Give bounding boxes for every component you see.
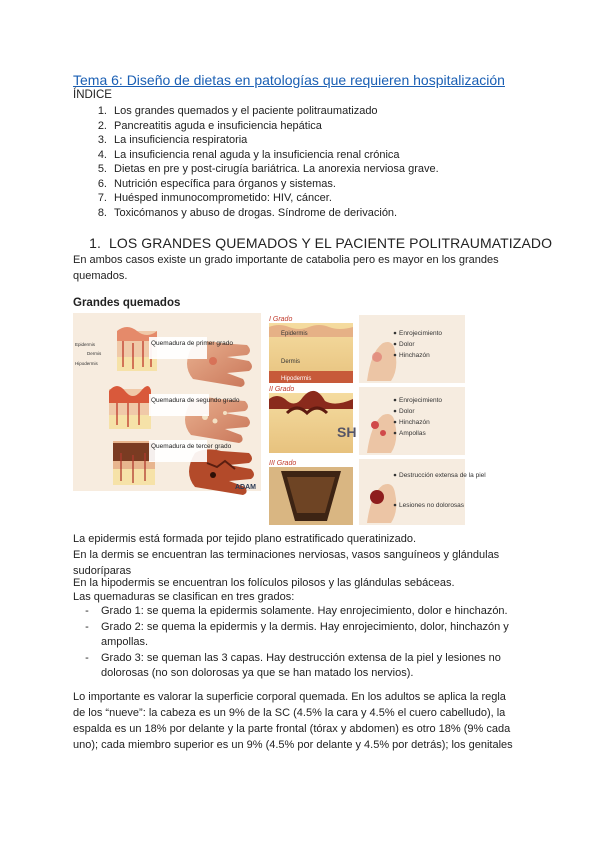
svg-text:Dolor: Dolor	[399, 408, 415, 415]
foot-grade-1	[359, 315, 465, 383]
toc-item: 8. Toxicómanos y abuso de drogas. Síndrome de derivación.	[97, 206, 398, 219]
list-item: - Grado 1: se quema la epidermis solamente. Hay enrojecimiento, dolor e hinchazón.	[85, 605, 508, 617]
svg-text:Enrojecimiento: Enrojecimiento	[399, 330, 442, 337]
toc-item: 7. Huésped inmunocomprometido: HIV, cáncer.	[97, 192, 332, 204]
toc-item: 4. La insuficiencia renal aguda y la insuficiencia renal crónica	[97, 148, 400, 161]
toc-item: 2. Pancreatitis aguda e insuficiencia hepática	[97, 119, 322, 132]
svg-text:Destrucción extensa de la piel: Destrucción extensa de la piel	[399, 472, 486, 479]
svg-text:Lesiones no dolorosas: Lesiones no dolorosas	[399, 502, 465, 509]
skin-label: Epidermis	[281, 331, 308, 337]
index-heading: ÍNDICE	[73, 89, 112, 101]
skin-label: Hipodermis	[281, 376, 312, 382]
svg-text:Dolor: Dolor	[399, 341, 415, 348]
grade-1-label: I Grado	[269, 316, 293, 323]
layer-label: Epidermis	[75, 342, 96, 347]
intro-paragraph: En ambos casos existe un grado importante de catabolia pero es mayor en los grandes quemados.	[73, 254, 499, 282]
foot-grade-3	[359, 459, 465, 525]
grade-3-label: III Grado	[269, 460, 297, 467]
paragraph: La epidermis está formada por tejido plano estratificado queratinizado.	[73, 533, 417, 545]
toc-item: 1. Los grandes quemados y el paciente politraumatizado	[97, 105, 378, 117]
subheading: Grandes quemados	[73, 297, 181, 309]
layer-label: Hipodermis	[75, 361, 98, 366]
list-item: - Grado 2: se quema la epidermis y la dermis. Hay enrojecimiento, dolor, hinchazón y ampollas.	[85, 620, 509, 648]
layer-label: Dermis	[87, 351, 102, 356]
grade-1-panel	[269, 316, 353, 383]
section-heading: 1. LOS GRANDES QUEMADOS Y EL PACIENTE POLITRAUMATIZADO	[89, 235, 553, 251]
toc-item: 5. Dietas en pre y post-cirugía bariátrica. La anorexia nerviosa grave.	[97, 163, 439, 175]
table-of-contents	[73, 104, 439, 220]
third-degree-label: Quemadura de tercer grado	[151, 443, 232, 450]
toc-item: 6. Nutrición específica para órganos y sistemas.	[97, 177, 336, 190]
svg-text:Hinchazón: Hinchazón	[399, 419, 430, 426]
svg-text:Enrojecimiento: Enrojecimiento	[399, 397, 442, 404]
skin-label: Dermis	[281, 359, 300, 365]
svg-text:Ampollas: Ampollas	[399, 430, 426, 437]
list-item: - Grado 3: se queman las 3 capas. Hay destrucción extensa de la piel y lesiones no dolorosas (no son dolorosas ya que se han matado los nervios).	[85, 651, 501, 679]
paragraph: En la dermis se encuentran las terminaciones nerviosas, vasos sanguíneos y glándulas sudoríparas	[73, 549, 500, 577]
rule-of-nines-paragraph: Lo importante es valorar la superficie corporal quemada. En los adultos se aplica la regla de los “nueve”: la cabeza es un 9% de la SC (4.5% la cara y 4.5% el cuero cabelludo), la espalda es un 18% por delante y la parte frontal (tórax y abdomen) es otro 18% (9% cada uno); cada miembro superior es un 9% (4.5% por delante y 4.5% por detrás); los genitales	[73, 691, 513, 751]
grade-2-panel	[269, 386, 356, 453]
grade-2-label: II Grado	[269, 386, 295, 393]
toc-item: 3. La insuficiencia respiratoria	[97, 134, 248, 146]
svg-text:Hinchazón: Hinchazón	[399, 352, 430, 359]
grade-3-panel	[269, 460, 353, 525]
sh-watermark: SH	[337, 424, 357, 440]
paragraph: Las quemaduras se clasifican en tres grados:	[73, 591, 295, 603]
paragraph: En la hipodermis se encuentran los folículos pilosos y las glándulas sebáceas.	[73, 577, 455, 589]
document-title-link[interactable]: Tema 6: Diseño de dietas en patologías que requieren hospitalización	[73, 72, 505, 88]
adam-logo: ADAM	[235, 484, 256, 491]
burn-degrees-figure	[73, 313, 486, 527]
burn-grades-list	[73, 604, 513, 682]
skin-block-3	[113, 441, 155, 485]
skin-block-2	[109, 386, 151, 429]
first-degree-label: Quemadura de primer grado	[151, 340, 234, 347]
second-degree-label: Quemadura de segundo grado	[151, 397, 240, 404]
